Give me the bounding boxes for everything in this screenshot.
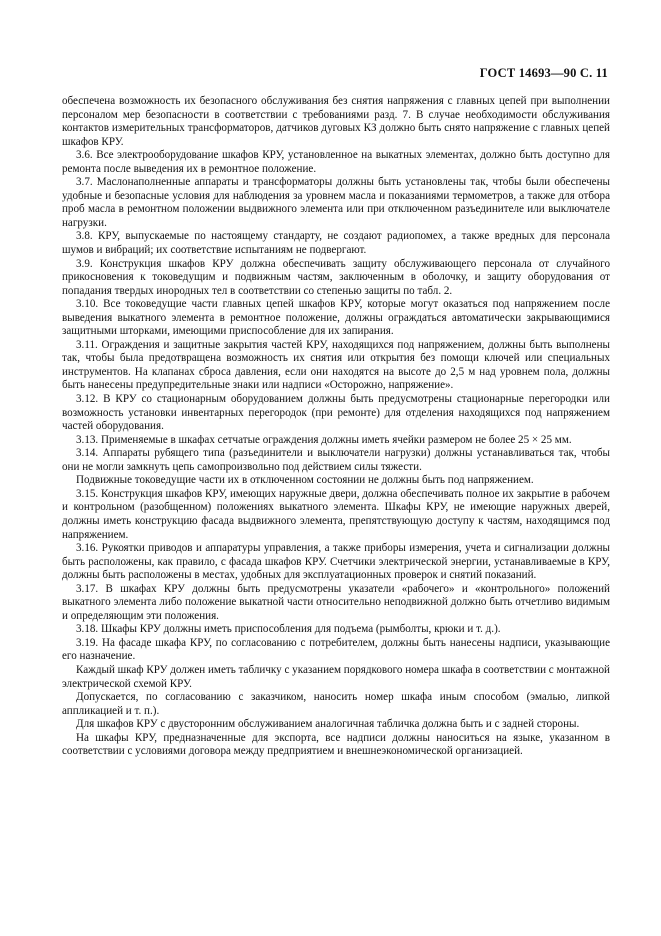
paragraph-continuation: обеспечена возможность их безопасного обслуживания без снятия напряжения с главных цепей при выполнении персоналом мер безопасности в соответствии с требованиями разд. 7. В случае необходимости обслуживания контактов измерительных трансформаторов, датчиков дуговых КЗ должно быть снято напряжение с главных цепей шкафов КРУ.: [62, 95, 610, 148]
paragraph-3-13: 3.13. Применяемые в шкафах сетчатые ограждения должны иметь ячейки размером не более 25 × 25 мм.: [76, 433, 572, 446]
paragraph-3-17: 3.17. В шкафах КРУ должны быть предусмотрены указатели «рабочего» и «контрольного» положений выкатного элемента либо положение выкатной части относительно неподвижной должно быть отчетливо видимым и определяющим эти положения.: [62, 582, 610, 622]
paragraph-3-19-export: На шкафы КРУ, предназначенные для экспорта, все надписи должны наноситься на языке, указанном в соответствии с условиями договора между предприятием и внешнеэкономической организацией.: [62, 731, 610, 758]
paragraph-3-19-alt-marking: Допускается, по согласованию с заказчиком, наносить номер шкафа иным способом (эмалью, липкой аппликацией и т. п.).: [62, 691, 610, 717]
paragraph-3-18: 3.18. Шкафы КРУ должны иметь приспособления для подъема (рымболты, крюки и т. д.).: [76, 623, 501, 636]
paragraph-3-14: 3.14. Аппараты рубящего типа (разъединители и выключатели нагрузки) должны устанавливаться так, чтобы они не могли замкнуть цепь самопроизвольно под действием силы тяжести.: [62, 447, 610, 473]
paragraph-3-7: 3.7. Маслонаполненные аппараты и трансформаторы должны быть установлены так, чтобы были обеспечены удобные и безопасные условия для наблюдения за уровнем масла и показаниями термометров, а также для отбора проб масла в ремонтном положении выдвижного элемента или при отключенном разъединителе или выключателе нагрузки.: [62, 176, 610, 229]
paragraph-3-12: 3.12. В КРУ со стационарным оборудованием должны быть предусмотрены стационарные перегородки или возможность установки инвентарных перегородок (при ремонте) для отделения находящихся под напряжением частей оборудования.: [62, 393, 610, 433]
paragraph-3-11: 3.11. Ограждения и защитные закрытия частей КРУ, находящихся под напряжением, должны быть выполнены так, чтобы была предотвращена возможность их снятия или открытия без помощи ключей или специальных инструментов. На клапанах сброса давления, если они находятся на высоте до 2,5 м над уровнем пола, должны быть нанесены предупредительные знаки или надписи «Осторожно, напряжение».: [62, 338, 610, 392]
paragraph-3-6: 3.6. Все электрооборудование шкафов КРУ, установленное на выкатных элементах, должно быть доступно для ремонта после выведения их в ремонтное положение.: [62, 149, 610, 175]
paragraph-3-14-note: Подвижные токоведущие части их в отключенном состоянии не должны быть под напряжением.: [76, 474, 534, 487]
paragraph-3-9: 3.9. Конструкция шкафов КРУ должна обеспечивать защиту обслуживающего персонала от случайного прикосновения к токоведущим и подвижным частям, заключенным в оболочку, и защиту оборудования от попадания твердых инородных тел в соответствии со степенью защиты по табл. 2.: [62, 257, 610, 297]
document-body: [62, 95, 610, 759]
paragraph-3-19-two-sided: Для шкафов КРУ с двусторонним обслуживанием аналогичная табличка должна быть и с задней стороны.: [76, 718, 580, 731]
paragraph-3-15: 3.15. Конструкция шкафов КРУ, имеющих наружные двери, должна обеспечивать полное их закрытие в рабочем и контрольном (разобщенном) положениях выкатного элемента. Шкафы КРУ, не имеющие наружных дверей, должны иметь конструкцию фасада выдвижного элемента, препятствующую доступу к частям, находящимся под напряжением.: [62, 487, 610, 541]
paragraph-3-10: 3.10. Все токоведущие части главных цепей шкафов КРУ, которые могут оказаться под напряжением после выведения выкатного элемента в ремонтное положение, должны ограждаться автоматически закрывающимися защитными шторками, имеющими приспособление для их запирания.: [62, 298, 610, 338]
paragraph-3-19: 3.19. На фасаде шкафа КРУ, по согласованию с потребителем, должны быть нанесены надписи, указывающие его назначение.: [62, 636, 610, 663]
paragraph-3-19-plate: Каждый шкаф КРУ должен иметь табличку с указанием порядкового номера шкафа в соответствии с монтажной электрической схемой КРУ.: [62, 663, 610, 690]
page-header: ГОСТ 14693—90 С. 11: [479, 66, 608, 80]
paragraph-3-8: 3.8. КРУ, выпускаемые по настоящему стандарту, не создают радиопомех, а также вредных для персонала шумов и вибраций; их соответствие испытаниям не подвергают.: [62, 230, 610, 257]
paragraph-3-16: 3.16. Рукоятки приводов и аппаратуры управления, а также приборы измерения, учета и сигнализации должны быть расположены, как правило, с фасада шкафов КРУ. Счетчики электрической энергии, устанавливаемые в КРУ, должны быть расположены в местах, удобных для эксплуатационных проверок и снятий показаний.: [62, 542, 610, 582]
